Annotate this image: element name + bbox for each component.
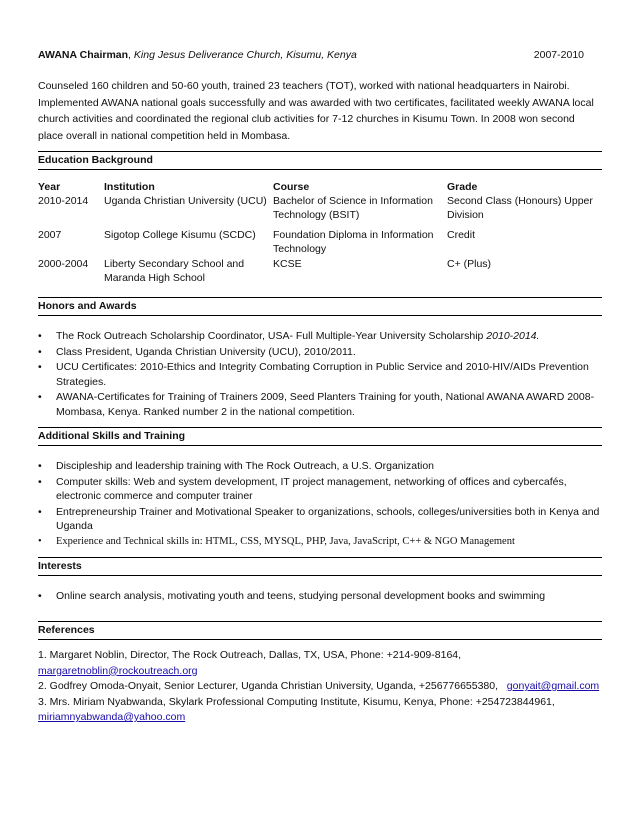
bullet-icon: •	[38, 505, 42, 518]
list-item: • Experience and Technical skills in: HTML, CSS, MYSQL, PHP, Java, JavaScript, C++ & NGO Management	[38, 535, 602, 550]
job-org: King Jesus Deliverance Church, Kisumu, Kenya	[133, 49, 357, 61]
section-heading-references: References	[38, 621, 602, 640]
edu-year: 2010-2014	[38, 195, 89, 207]
col-header-course: Course	[273, 181, 310, 193]
bullet-icon: •	[38, 345, 42, 358]
reference-1-email-link[interactable]: margaretnoblin@rockoutreach.org	[38, 664, 198, 677]
references-section	[38, 621, 602, 640]
bullet-icon: •	[38, 590, 42, 602]
list-item: • Entrepreneurship Trainer and Motivational Speaker to organizations, schools, colleges/universities both in Kenya and Uganda	[38, 505, 600, 532]
section-heading-education: Education Background	[38, 151, 602, 170]
reference-3: 3. Mrs. Miriam Nyabwanda, Skylark Professional Computing Institute, Kisumu, Kenya, Phone: +254723844961,	[38, 695, 555, 708]
reference-2-email-link[interactable]: gonyait@gmail.com	[506, 680, 600, 692]
col-header-year: Year	[38, 181, 61, 193]
edu-year: 2000-2004	[38, 258, 89, 270]
section-heading-honors: Honors and Awards	[38, 297, 602, 316]
section-heading-skills: Additional Skills and Training	[38, 427, 602, 446]
job-dates: 2007-2010	[533, 49, 584, 61]
reference-3-email-link[interactable]: miriamnyabwanda@yahoo.com	[38, 711, 186, 723]
bullet-icon: •	[38, 391, 42, 403]
reference-2: 2. Godfrey Omoda-Onyait, Senior Lecturer, Uganda Christian University, Uganda, +256776655380, gonyait@gmail.com	[38, 680, 600, 692]
job-title-row: AWANA Chairman, King Jesus Deliverance Church, Kisumu, Kenya 2007-2010	[38, 49, 584, 61]
edu-institution: Liberty Secondary School and Maranda High School	[104, 258, 245, 284]
skills-list	[38, 459, 602, 550]
col-header-grade: Grade	[447, 181, 478, 193]
list-item: • AWANA-Certificates for Training of Trainers 2009, Seed Planters Training for youth, National AWANA AWARD 2008- Mombasa, Kenya. Ranked number 2 in the national competition.	[38, 391, 595, 418]
col-header-institution: Institution	[104, 181, 155, 193]
list-item: • The Rock Outreach Scholarship Coordinator, USA- Full Multiple-Year University Scholarship 2010-2014.	[38, 330, 540, 342]
honors-list	[38, 329, 602, 420]
edu-course: KCSE	[273, 258, 302, 270]
section-heading-interests: Interests	[38, 557, 602, 576]
interests-list	[38, 589, 602, 605]
bullet-icon: •	[38, 330, 42, 342]
reference-1: 1. Margaret Noblin, Director, The Rock Outreach, Dallas, TX, USA, Phone: +214-909-8164,	[38, 649, 462, 661]
edu-course: Bachelor of Science in Information Technology (BSIT)	[273, 195, 433, 221]
edu-year: 2007	[38, 229, 62, 241]
list-item: • UCU Certificates: 2010-Ethics and Integrity Combating Corruption in Public Service and 2010-HIV/AIDs Prevention Strategies.	[38, 361, 589, 388]
bullet-icon: •	[38, 475, 42, 488]
edu-grade: Credit	[447, 229, 476, 241]
edu-institution: Sigotop College Kisumu (SCDC)	[104, 229, 256, 241]
edu-grade: Second Class (Honours) Upper Division	[447, 195, 593, 221]
bullet-icon: •	[38, 460, 42, 472]
job-role: AWANA Chairman	[38, 49, 129, 61]
list-item: • Discipleship and leadership training with The Rock Outreach, a U.S. Organization	[38, 460, 434, 472]
skills-section	[38, 427, 602, 446]
list-item: • Computer skills: Web and system development, IT project management, networking of offices and cybercafés, electronic commerce and computer trainer	[38, 475, 567, 502]
edu-grade: C+ (Plus)	[447, 258, 492, 270]
references-list	[38, 648, 602, 726]
job-description: Counseled 160 children and 50-60 youth, trained 23 teachers (TOT), worked with national headquarters in Nairobi. Implemented AWANA national goals successfully and was awarded with two certificates, facilitated weekly AWANA local church activities and coordinated the regional club activities for 7-12 churches in Kisumu Town. In 2008 won second place overall in national competition held in Mombasa.	[38, 80, 594, 142]
education-section	[38, 151, 602, 170]
edu-institution: Uganda Christian University (UCU)	[104, 195, 267, 207]
interests-section	[38, 557, 602, 576]
list-item: • Online search analysis, motivating youth and teens, studying personal development books and swimming	[38, 590, 546, 602]
bullet-icon: •	[38, 535, 42, 547]
honors-section	[38, 297, 602, 316]
bullet-icon: •	[38, 361, 42, 373]
edu-course: Foundation Diploma in Information Technology	[273, 229, 434, 255]
list-item: • Class President, Uganda Christian University (UCU), 2010/2011.	[38, 345, 356, 358]
